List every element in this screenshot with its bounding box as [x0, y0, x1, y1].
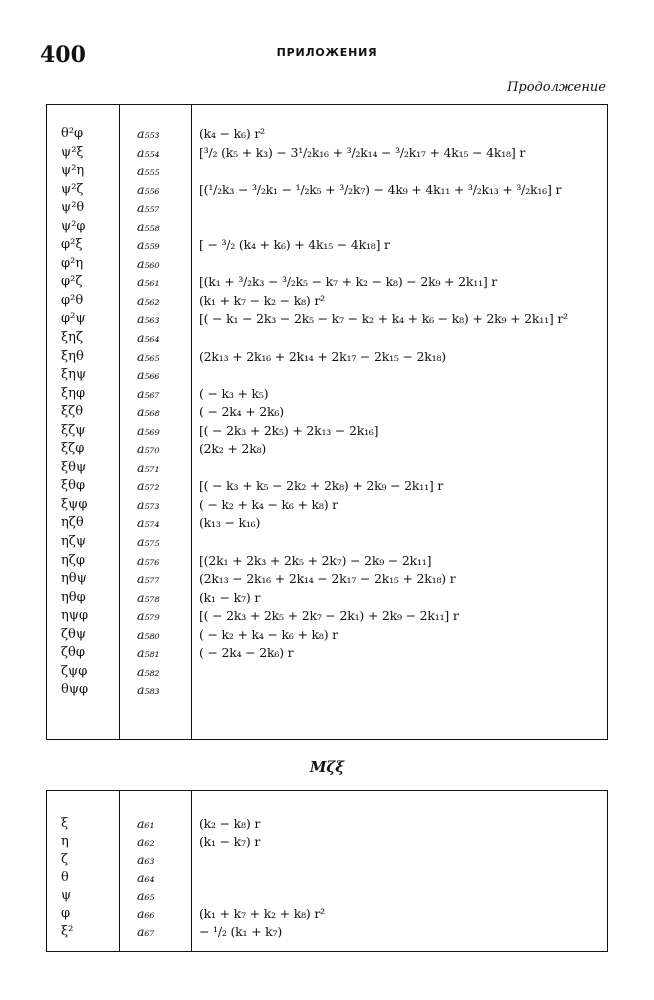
variable-product: ξηψ — [61, 367, 87, 383]
table-row — [47, 348, 607, 367]
variable-product: ηθφ — [61, 589, 86, 605]
coefficient-expression: (k₁ − k₇) r — [199, 834, 261, 849]
coefficient-label: a₆₆ — [137, 906, 155, 921]
coefficient-label: a₅₇₉ — [137, 608, 160, 624]
variable-product: ψ²ζ — [61, 181, 84, 197]
coefficient-expression: ( − k₂ + k₄ − k₆ + k₈) r — [199, 626, 338, 642]
variable-product: ηζφ — [61, 552, 85, 568]
table-row — [47, 162, 607, 181]
coefficient-expression: [( − 2k₃ + 2k₅ + 2k₇ − 2k₁) + 2k₉ − 2k₁₁] r — [199, 608, 459, 624]
coefficient-expression: (k₄ − k₆) r² — [199, 126, 265, 141]
variable-product: θ²φ — [61, 126, 84, 141]
variable-product: θ — [61, 870, 69, 885]
coefficient-expression: (k₁ − k₇) r — [199, 589, 261, 605]
table-row — [47, 255, 607, 274]
table-row — [47, 273, 607, 292]
table-row — [47, 459, 607, 478]
running-head: ПРИЛОЖЕНИЯ — [276, 46, 378, 59]
variable-product: ψ²ξ — [61, 144, 84, 160]
coefficient-expression: [(k₁ + ³/₂k₃ − ³/₂k₅ − k₇ + k₂ − k₈) − 2k₉ + 2k₁₁] r — [199, 274, 498, 290]
variable-product: ζθφ — [61, 645, 85, 661]
table-row — [47, 403, 607, 422]
coefficient-label: a₆₂ — [137, 834, 155, 849]
variable-product: ξηφ — [61, 385, 86, 401]
coefficient-table-m-zeta-xi — [46, 790, 608, 952]
continuation-label: Продолжение — [507, 80, 606, 95]
coefficient-label: a₅₆₇ — [137, 385, 160, 401]
coefficient-label: a₅₆₉ — [137, 422, 160, 438]
coefficient-label: a₅₆₀ — [137, 255, 160, 271]
variable-product: ξζφ — [61, 441, 85, 457]
table-row — [47, 125, 607, 144]
table-row — [47, 570, 607, 589]
table-row — [47, 589, 607, 608]
variable-product: ζ — [61, 852, 69, 867]
variable-product: η — [61, 834, 69, 849]
table-row — [47, 552, 607, 571]
table-row — [47, 199, 607, 218]
table-row — [47, 923, 607, 941]
coefficient-expression: [( − k₃ + k₅ − 2k₂ + 2k₈) + 2k₉ − 2k₁₁] r — [199, 478, 444, 494]
coefficient-expression: [ − ³/₂ (k₄ + k₆) + 4k₁₅ − 4k₁₈] r — [199, 237, 390, 253]
variable-product: ψ — [61, 888, 72, 903]
coefficient-expression: [³/₂ (k₅ + k₃) − 3¹/₂k₁₆ + ³/₂k₁₄ − ³/₂k₁₇ + 4k₁₅ − 4k₁₈] r — [199, 144, 526, 160]
coefficient-label: a₅₇₇ — [137, 571, 160, 587]
table-row — [47, 869, 607, 887]
coefficient-table-continued — [46, 104, 608, 740]
coefficient-label: a₅₈₂ — [137, 663, 160, 679]
table-row — [47, 514, 607, 533]
coefficient-label: a₅₆₁ — [137, 274, 160, 290]
variable-product: θψφ — [61, 682, 89, 698]
coefficient-expression: ( − 2k₄ + 2k₆) — [199, 404, 284, 420]
coefficient-label: a₅₈₀ — [137, 626, 160, 642]
coefficient-label: a₅₇₆ — [137, 552, 160, 568]
table-row — [47, 663, 607, 682]
coefficient-expression: [(2k₁ + 2k₃ + 2k₅ + 2k₇) − 2k₉ − 2k₁₁] — [199, 552, 432, 568]
table-rows — [47, 815, 607, 941]
coefficient-label: a₅₈₃ — [137, 682, 160, 698]
table-row — [47, 422, 607, 441]
coefficient-label: a₆₅ — [137, 888, 155, 903]
coefficient-expression: (k₁₃ − k₁₆) — [199, 515, 261, 531]
table-row — [47, 292, 607, 311]
variable-product: ξζψ — [61, 422, 86, 438]
coefficient-label: a₅₆₂ — [137, 292, 160, 308]
variable-product: ηψφ — [61, 608, 89, 624]
coefficient-expression: [(¹/₂k₃ − ³/₂k₁ − ¹/₂k₅ + ³/₂k₇) − 4k₉ + 4k₁₁ + ³/₂k₁₃ + ³/₂k₁₆] r — [199, 181, 562, 197]
coefficient-label: a₅₅₆ — [137, 181, 160, 197]
table-row — [47, 329, 607, 348]
coefficient-label: a₅₅₅ — [137, 163, 160, 179]
table-row — [47, 815, 607, 833]
table-row — [47, 496, 607, 515]
variable-product: φ²ζ — [61, 274, 83, 290]
coefficient-label: a₅₇₈ — [137, 589, 160, 605]
variable-product: ξψφ — [61, 496, 88, 512]
variable-product: ζψφ — [61, 663, 88, 679]
coefficient-label: a₅₇₁ — [137, 459, 160, 475]
table-row — [47, 144, 607, 163]
coefficient-label: a₅₅₄ — [137, 144, 160, 160]
variable-product: φ²ψ — [61, 311, 86, 327]
variable-product: ξηθ — [61, 348, 84, 364]
page-number: 400 — [40, 42, 86, 68]
table-row — [47, 236, 607, 255]
coefficient-label: a₅₇₅ — [137, 534, 160, 550]
table-row — [47, 905, 607, 923]
coefficient-label: a₅₆₈ — [137, 404, 160, 420]
coefficient-label: a₅₇₄ — [137, 515, 160, 531]
coefficient-label: a₅₆₅ — [137, 348, 160, 364]
table-row — [47, 681, 607, 700]
table-row — [47, 833, 607, 851]
coefficient-expression: (2k₂ + 2k₈) — [199, 441, 267, 457]
coefficient-expression: (2k₁₃ − 2k₁₆ + 2k₁₄ − 2k₁₇ − 2k₁₅ + 2k₁₈) r — [199, 571, 456, 587]
table-row — [47, 385, 607, 404]
variable-product: φ — [61, 906, 71, 921]
table-rows — [47, 125, 607, 700]
variable-product: ηζθ — [61, 515, 84, 531]
table-row — [47, 644, 607, 663]
variable-product: φ²η — [61, 255, 84, 271]
coefficient-expression: [( − 2k₃ + 2k₅) + 2k₁₃ − 2k₁₆] — [199, 422, 379, 438]
variable-product: ψ²φ — [61, 218, 86, 234]
variable-product: ξζθ — [61, 404, 84, 420]
table-row — [47, 533, 607, 552]
coefficient-label: a₆₃ — [137, 852, 155, 867]
variable-product: ζθψ — [61, 626, 87, 642]
coefficient-expression: (k₁ + k₇ − k₂ − k₈) r² — [199, 292, 325, 308]
section-title: Mζξ — [309, 758, 345, 776]
variable-product: φ²ξ — [61, 237, 83, 253]
coefficient-label: a₅₆₆ — [137, 367, 160, 383]
coefficient-label: a₅₇₃ — [137, 496, 160, 512]
variable-product: φ²θ — [61, 292, 84, 308]
variable-product: ξ — [61, 816, 69, 831]
table-row — [47, 607, 607, 626]
table-row — [47, 310, 607, 329]
coefficient-expression: ( − 2k₄ − 2k₆) r — [199, 645, 294, 661]
coefficient-expression: [( − k₁ − 2k₃ − 2k₅ − k₇ − k₂ + k₄ + k₆ − k₈) + 2k₉ + 2k₁₁] r² — [199, 311, 568, 327]
coefficient-expression: (2k₁₃ + 2k₁₆ + 2k₁₄ + 2k₁₇ − 2k₁₅ − 2k₁₈) — [199, 348, 446, 364]
coefficient-label: a₆₄ — [137, 870, 155, 885]
table-row — [47, 181, 607, 200]
variable-product: ξθψ — [61, 459, 87, 475]
coefficient-label: a₅₇₀ — [137, 441, 160, 457]
table-row — [47, 477, 607, 496]
coefficient-label: a₆₇ — [137, 924, 155, 939]
coefficient-label: a₅₆₃ — [137, 311, 160, 327]
variable-product: ξηζ — [61, 330, 83, 346]
variable-product: ηθψ — [61, 571, 87, 587]
variable-product: ψ²θ — [61, 200, 85, 216]
table-row — [47, 887, 607, 905]
table-row — [47, 851, 607, 869]
coefficient-label: a₅₅₃ — [137, 126, 160, 141]
coefficient-expression: (k₁ + k₇ + k₂ + k₈) r² — [199, 906, 325, 921]
coefficient-label: a₆₁ — [137, 816, 155, 831]
table-row — [47, 626, 607, 645]
variable-product: ξθφ — [61, 478, 86, 494]
variable-product: ψ²η — [61, 163, 85, 179]
variable-product: ξ² — [61, 924, 74, 939]
table-row — [47, 440, 607, 459]
coefficient-label: a₅₅₉ — [137, 237, 160, 253]
coefficient-label: a₅₇₂ — [137, 478, 160, 494]
coefficient-label: a₅₆₄ — [137, 330, 160, 346]
table-row — [47, 218, 607, 237]
variable-product: ηζψ — [61, 534, 87, 550]
coefficient-expression: (k₂ − k₈) r — [199, 816, 261, 831]
coefficient-label: a₅₈₁ — [137, 645, 160, 661]
coefficient-label: a₅₅₈ — [137, 218, 160, 234]
table-row — [47, 366, 607, 385]
coefficient-expression: ( − k₃ + k₅) — [199, 385, 269, 401]
coefficient-expression: − ¹/₂ (k₁ + k₇) — [199, 924, 282, 939]
coefficient-label: a₅₅₇ — [137, 200, 160, 216]
coefficient-expression: ( − k₂ + k₄ − k₆ + k₈) r — [199, 496, 338, 512]
